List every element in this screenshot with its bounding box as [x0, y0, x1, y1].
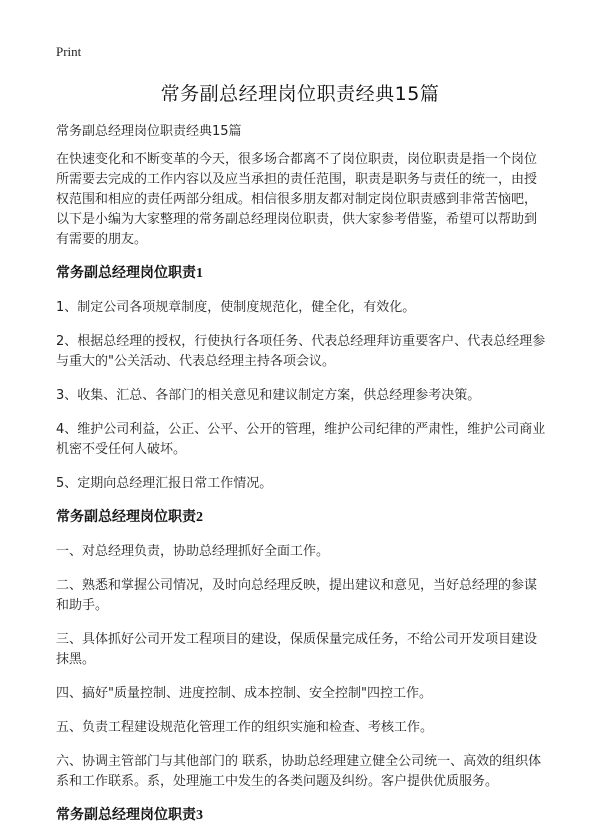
list-item: 三、具体抓好公司开发工程项目的建设，保质保量完成任务，不给公司开发项目建设抹黑。: [56, 632, 538, 667]
list-item: 六、协调主管部门与其他部门的 联系，协助总经理建立健全公司统一、高效的组织体系和工作联系。系，处理施工中发生的各类问题及纠纷。客户提供优质服务。: [56, 754, 542, 789]
print-label[interactable]: Print: [56, 44, 82, 59]
section-heading: 常务副总经理岗位职责2: [56, 510, 203, 525]
document-title: 常务副总经理岗位职责经典15篇: [160, 83, 440, 105]
section-heading: 常务副总经理岗位职责1: [56, 266, 203, 281]
list-item: 二、熟悉和掌握公司情况，及时向总经理反映，提出建议和意见，当好总经理的参谋和助手。: [56, 578, 538, 613]
document-body: [56, 150, 546, 840]
intro-paragraph: 在快速变化和不断变革的今天，很多场合都离不了岗位职责，岗位职责是指一个岗位所需要去完成的工作内容以及应当承担的责任范围，职责是职务与责任的统一，由授权范围和相应的责任两部分组成。相信很多朋友都对制定岗位职责感到非常苦恼吧，以下是小编为大家整理的常务副总经理岗位职责，供大家参考借鉴，希望可以帮助到有需要的朋友。: [56, 152, 538, 247]
section-3: [56, 806, 546, 826]
list-item: 五、负责工程建设规范化管理工作的组织实施和检查、考核工作。: [56, 720, 434, 735]
section-2: [56, 508, 546, 792]
list-item: 4、维护公司利益，公正、公平、公开的管理，维护公司纪律的严肃性，维护公司商业机密不受任何人破坏。: [56, 422, 546, 457]
document-subtitle: 常务副总经理岗位职责经典15篇: [56, 124, 242, 139]
list-item: 3、收集、汇总、各部门的相关意见和建议制定方案，供总经理参考决策。: [56, 388, 481, 403]
list-item: 1、制定公司各项规章制度，使制度规范化，健全化，有效化。: [56, 300, 416, 315]
list-item: 2、根据总经理的授权，行使执行各项任务、代表总经理拜访重要客户、代表总经理参与重大的"公关活动、代表总经理主持各项会议。: [56, 334, 546, 369]
section-heading: 常务副总经理岗位职责3: [56, 808, 203, 823]
list-item: 一、对总经理负责，协助总经理抓好全面工作。: [56, 544, 330, 559]
list-item: 5、定期向总经理汇报日常工作情况。: [56, 476, 273, 491]
list-item: 四、搞好"质量控制、进度控制、成本控制、安全控制"四控工作。: [56, 686, 432, 701]
section-1: [56, 264, 546, 494]
